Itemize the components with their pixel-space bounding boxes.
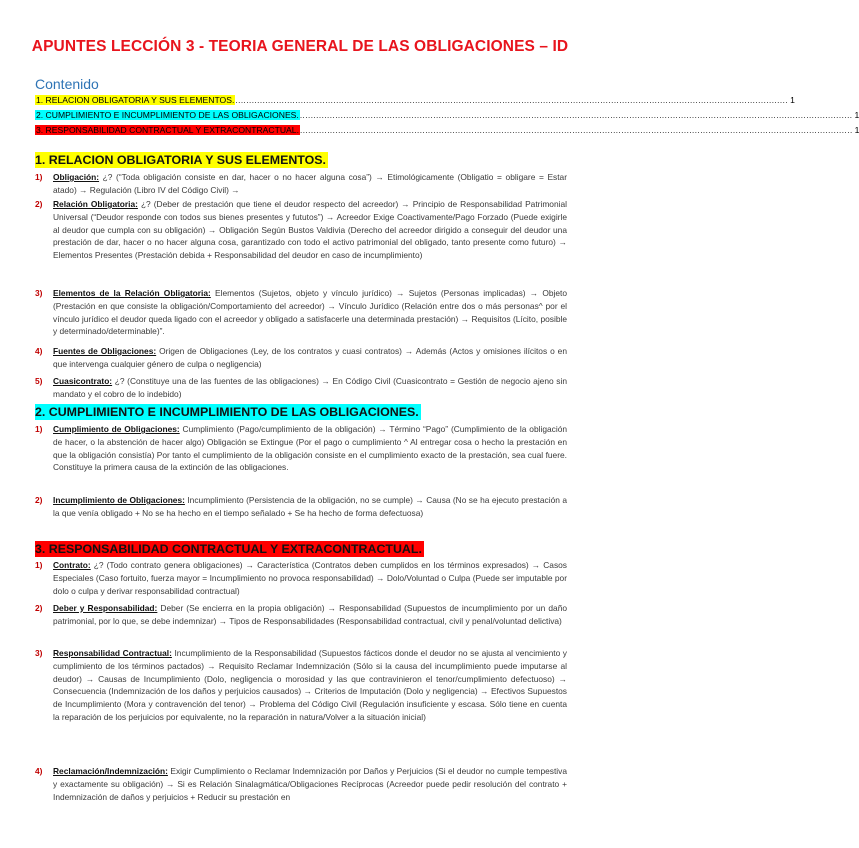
toc-dot-leader: ........................................................................................................................................................................................................... <box>299 111 853 120</box>
item-text: ¿? (Deber de prestación que tiene el deudor respecto del acreedor) → Principio de Responsabilidad Patrimonial Universal (“Deudor responde con todos sus bienes presentes y fututos”) → Acreedor Exige Coactivamente/Pago Forzado (Puede exigirle al deudor que cumpla con su obligación) → Obligación Según Bustos Valdivia (Derecho del acreedor dirigido a conseguir del deudor una prestación de dar, hacer o no hacer alguna cosa, garantizado con todo el activo patrimonial del obligado, tanto presente como futuro) → Elementos Presentes (Prestación debida + Responsabilidad del deudor en caso de incumplimiento) <box>53 199 567 261</box>
item-number: 1) <box>35 424 43 434</box>
section-1-item-5 <box>35 375 567 401</box>
item-text: Incumplimiento (Persistencia de la obligación, no se cumple) → Causa (No se ha ejecuto prestación a la que venía obligado + No se ha hecho en el tiempo señalado + Se ha hecho de forma defectuosa) <box>53 495 567 518</box>
item-text: ¿? (Constituye una de las fuentes de las obligaciones) → En Código Civil (Cuasicontrato = Gestión de negocio ajeno sin mandato y el cobro de lo indebido) <box>53 376 567 399</box>
item-text: Cumplimiento (Pago/cumplimiento de la obligación) → Término “Pago” (Cumplimiento de la obligación de hacer, o la abstención de hacer algo) Obligación se Extingue (Por el pago o cumplimiento ^ Al entregar cosa o hecho la prestación en que la obligación consistía) Por tanto el cumplimiento de la obligación consiste en el cumplimiento exacto de la prestación, sea cual fuere. Constituye la primera causa de la extinción de las obligaciones. <box>53 424 568 473</box>
toc-entry-page: 1 <box>854 125 859 135</box>
item-term: Fuentes de Obligaciones: <box>53 346 157 356</box>
item-term: Obligación: <box>53 172 100 182</box>
item-number: 1) <box>35 172 43 182</box>
toc-entry-page: 1 <box>790 95 795 105</box>
item-number: 4) <box>35 766 43 776</box>
toc-entry-label[interactable]: 1. RELACION OBLIGATORIA Y SUS ELEMENTOS. <box>36 95 235 105</box>
item-number: 2) <box>35 199 43 209</box>
toc-entry-2[interactable] <box>35 108 859 120</box>
section-1-item-2 <box>35 198 567 262</box>
toc-dot-leader: ........................................................................................................................................................................................................... <box>235 96 789 105</box>
item-number: 3) <box>35 648 43 658</box>
section-1-item-4 <box>35 345 567 371</box>
toc-entry-3[interactable] <box>35 123 859 135</box>
toc-entry-label[interactable]: 3. RESPONSABILIDAD CONTRACTUAL Y EXTRACONTRACTUAL. <box>36 125 299 135</box>
section-3-item-2 <box>35 602 567 628</box>
item-number: 4) <box>35 346 43 356</box>
section-heading-1: 1. RELACION OBLIGATORIA Y SUS ELEMENTOS. <box>35 153 326 167</box>
toc-entry-1[interactable] <box>35 93 795 105</box>
item-term: Deber y Responsabilidad: <box>53 603 158 613</box>
toc-entry-label[interactable]: 2. CUMPLIMIENTO E INCUMPLIMIENTO DE LAS OBLIGACIONES. <box>36 110 299 120</box>
item-term: Elementos de la Relación Obligatoria: <box>53 288 211 298</box>
item-term: Cumplimiento de Obligaciones: <box>53 424 180 434</box>
toc-dot-leader: ........................................................................................................................................................................................................... <box>299 126 853 135</box>
item-term: Relación Obligatoria: <box>53 199 138 209</box>
item-text: Elementos (Sujetos, objeto y vínculo jurídico) → Sujetos (Personas implicadas) → Objeto (Prestación en que consiste la obligación/Comportamiento del acreedor) → Vínculo Jurídico (Relación entre dos o más personas^ por el vínculo jurídico el deudor queda ligado con el acreedor y obligado a satisfacerle una determinada prestación) → Requisitos (Lícito, posible y determinado/determinable)”. <box>53 288 568 337</box>
item-number: 2) <box>35 495 43 505</box>
item-text: Exigir Cumplimiento o Reclamar Indemnización por Daños y Perjuicios (Si el deudor no cumple tempestiva y exactamente su obligación) → Si es Relación Sinalagmática/Obligaciones Recíprocas (Acreedor puede pedir resolución del contrato + Indemnización de daños y perjuicios + Reducir su prestación en <box>53 766 567 802</box>
toc-heading: Contenido <box>35 76 99 92</box>
toc-entry-page: 1 <box>854 110 859 120</box>
item-term: Contrato: <box>53 560 91 570</box>
section-3-item-1 <box>35 559 567 597</box>
item-number: 3) <box>35 288 43 298</box>
item-text: Origen de Obligaciones (Ley, de los contratos y cuasi contratos) → Además (Actos y omisiones ilícitos o en que intervenga cualquier género de culpa o negligencia) <box>53 346 568 369</box>
item-number: 1) <box>35 560 43 570</box>
item-text: Deber (Se encierra en la propia obligación) → Responsabilidad (Supuestos de incumplimiento por un daño patrimonial, por lo que, se debe indemnizar) → Tipos de Responsabilidades (Responsabilidad contractual, civil y penal/voluntad delictiva) <box>53 603 568 626</box>
section-2-item-2 <box>35 494 567 520</box>
item-term: Cuasicontrato: <box>53 376 113 386</box>
section-2-item-1 <box>35 423 567 474</box>
item-text: ¿? (Todo contrato genera obligaciones) → Característica (Contratos deben cumplidos en los términos expresados) → Casos Especiales (Caso fortuito, fuerza mayor = Incumplimiento no provoca responsabilidad) → Dolo/Voluntad o Culpa (Puede ser imputable por dolo o culpa y derivar responsabilidad contractual) <box>53 560 567 596</box>
section-heading-2: 2. CUMPLIMIENTO E INCUMPLIMIENTO DE LAS OBLIGACIONES. <box>35 405 419 419</box>
section-heading-3: 3. RESPONSABILIDAD CONTRACTUAL Y EXTRACONTRACTUAL. <box>35 542 422 556</box>
item-number: 2) <box>35 603 43 613</box>
item-term: Reclamación/Indemnización: <box>53 766 168 776</box>
item-number: 5) <box>35 376 43 386</box>
item-term: Responsabilidad Contractual: <box>53 648 172 658</box>
item-term: Incumplimiento de Obligaciones: <box>53 495 185 505</box>
item-text: ¿? (“Toda obligación consiste en dar, hacer o no hacer alguna cosa”) → Etimológicamente (Obligatio = obligare = Estar atado) → Regulación (Libro IV del Código Civil) → <box>53 172 567 195</box>
section-3-item-4 <box>35 765 567 803</box>
item-text: Incumplimiento de la Responsabilidad (Supuestos fácticos donde el deudor no se ajusta al vencimiento y cumplimiento de los términos pactados) → Requisito Reclamar Indemnización (Sólo si la causa del incumplimiento puede imputarse al deudor) → Causas de Incumplimiento (Dolo, negligencia o morosidad y las que contravinieron el tenor/cumplimiento defectuoso) → Consecuencia (Indemnización de los daños y perjuicios causados) → Criterios de Imputación (Dolo y negligencia) → Efectivos Supuestos de Incumplimiento (Mora y contravención del tenor) → Problema del Código Civil (Regulación insuficiente y escasa. Sólo tiene en cuenta la reparación de los perjuicios por equivalente, no la reparación in natura/Volver a la situación inicial) <box>53 648 567 722</box>
section-1-item-1 <box>35 171 567 197</box>
section-3-item-3 <box>35 647 567 724</box>
document-title: APUNTES LECCIÓN 3 - TEORIA GENERAL DE LAS OBLIGACIONES – ID <box>31 38 569 55</box>
section-1-item-3 <box>35 287 567 338</box>
